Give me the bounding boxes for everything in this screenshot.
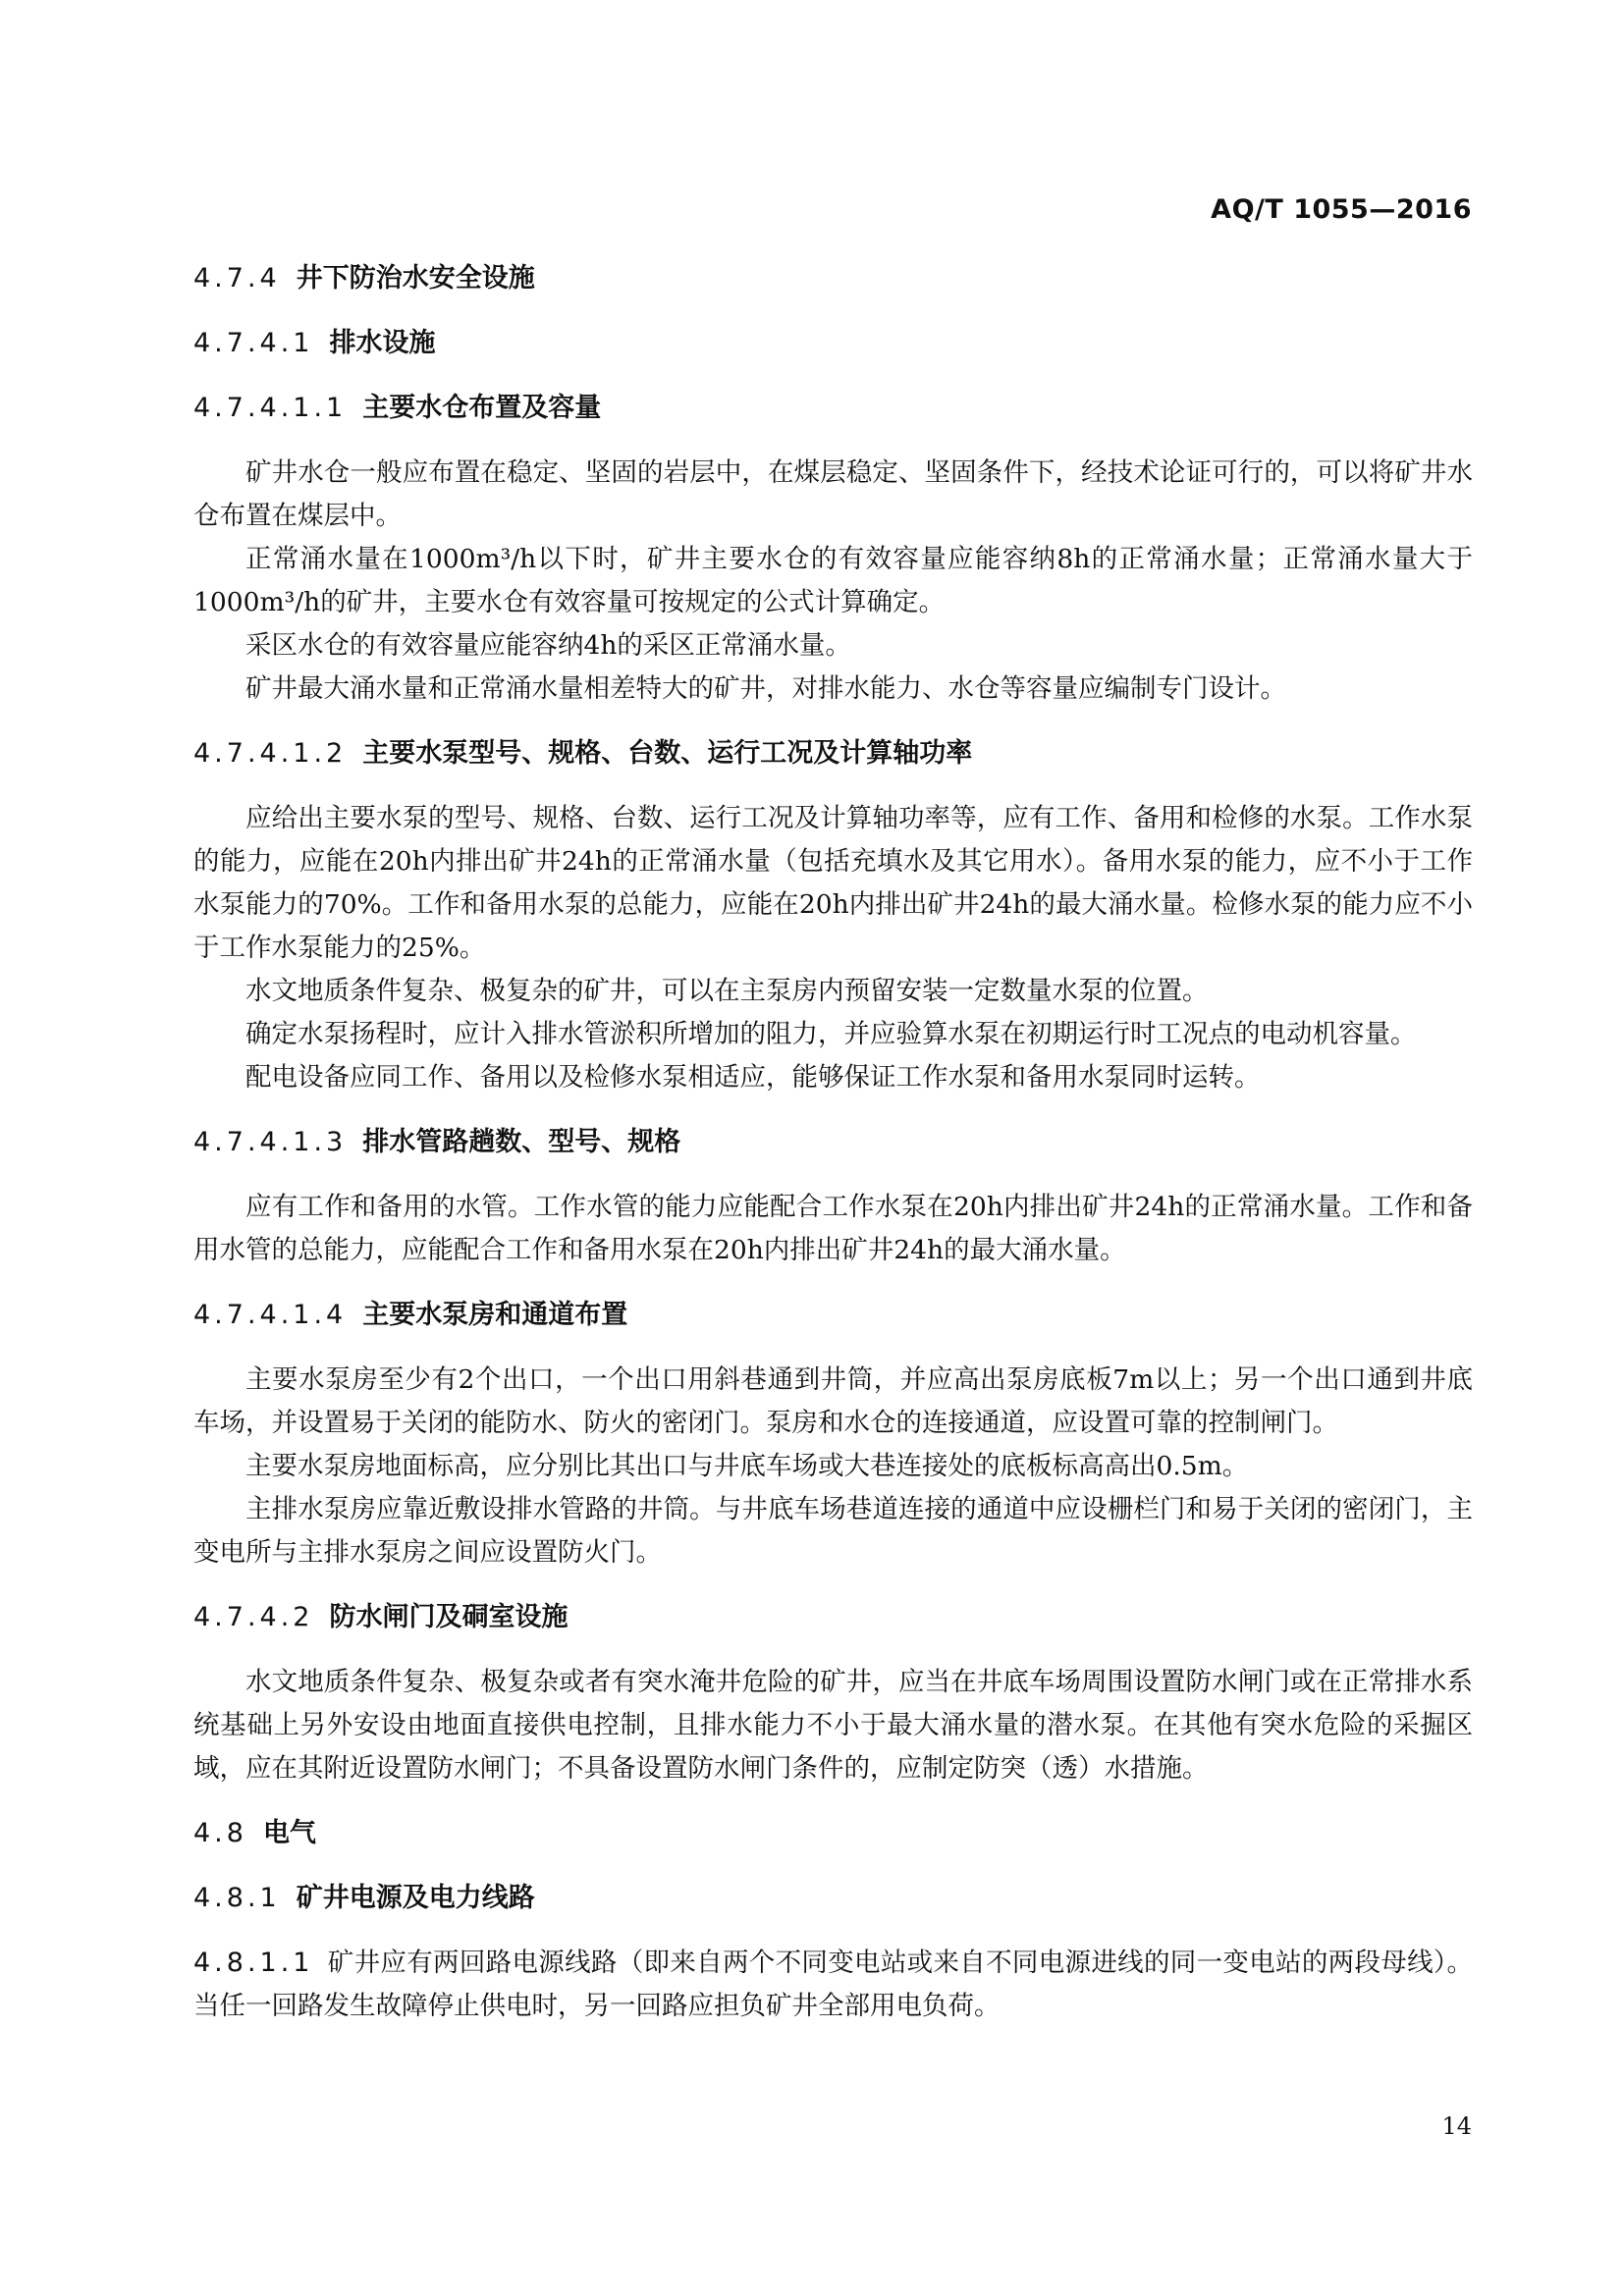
paragraph: 水文地质条件复杂、极复杂或者有突水淹井危险的矿井，应当在井底车场周围设置防水闸门或在正常排水系统基础上另外安设由地面直接供电控制，且排水能力不小于最大涌水量的潜水泵。在其他有突水危险的采掘区域，应在其附近设置防水闸门；不具备设置防水闸门条件的，应制定防突（透）水措施。	[193, 1667, 1473, 1784]
section-heading	[193, 1294, 1473, 1337]
section-number: 4.7.4	[193, 263, 281, 294]
section-heading	[193, 732, 1473, 775]
paragraph: 矿井最大涌水量和正常涌水量相差特大的矿井，对排水能力、水仓等容量应编制专门设计。	[245, 673, 1286, 704]
paragraph: 正常涌水量在1000m³/h以下时，矿井主要水仓的有效容量应能容纳8h的正常涌水量；正常涌水量大于1000m³/h的矿井，主要水仓有效容量可按规定的公式计算确定。	[193, 544, 1473, 617]
paragraph: 水文地质条件复杂、极复杂的矿井，可以在主泵房内预留安装一定数量水泵的位置。	[245, 976, 1209, 1006]
section-number: 4.7.4.1.3	[193, 1127, 348, 1157]
section-heading	[193, 1877, 1473, 1920]
clause-text: 矿井应有两回路电源线路（即来自两个不同变电站或来自不同电源进线的同一变电站的两段母线）。当任一回路发生故障停止供电时，另一回路应担负矿井全部用电负荷。	[193, 1948, 1473, 2021]
section-number: 4.7.4.1.1	[193, 393, 348, 423]
section-title: 主要水泵房和通道布置	[362, 1300, 628, 1330]
section-number: 4.7.4.2	[193, 1602, 314, 1632]
section-number: 4.7.4.1.4	[193, 1300, 348, 1330]
section-title: 主要水泵型号、规格、台数、运行工况及计算轴功率	[362, 738, 973, 769]
section-number: 4.7.4.1	[193, 328, 314, 358]
section-heading	[193, 257, 1473, 300]
section-number: 4.7.4.1.2	[193, 738, 348, 769]
section-title: 矿井电源及电力线路	[296, 1883, 535, 1913]
section-title: 井下防治水安全设施	[296, 263, 535, 294]
page-number: 14	[1441, 2112, 1472, 2140]
section-heading	[193, 1121, 1473, 1164]
clause-paragraph	[193, 1942, 1473, 2028]
paragraph: 主要水泵房至少有2个出口，一个出口用斜巷通到井筒，并应高出泵房底板7m以上；另一个出口通到井底车场，并设置易于关闭的能防水、防火的密闭门。泵房和水仓的连接通道，应设置可靠的控制闸门。	[193, 1364, 1473, 1438]
section-heading	[193, 387, 1473, 430]
section-title: 排水管路趟数、型号、规格	[362, 1127, 681, 1157]
clause-number: 4.8.1.1	[193, 1948, 314, 1978]
paragraph: 应有工作和备用的水管。工作水管的能力应能配合工作水泵在20h内排出矿井24h的正常涌水量。工作和备用水管的总能力，应能配合工作和备用水泵在20h内排出矿井24h的最大涌水量。	[193, 1192, 1473, 1265]
paragraph: 应给出主要水泵的型号、规格、台数、运行工况及计算轴功率等，应有工作、备用和检修的水泵。工作水泵的能力，应能在20h内排出矿井24h的正常涌水量（包括充填水及其它用水）。备用水泵的能力，应不小于工作水泵能力的70%。工作和备用水泵的总能力，应能在20h内排出矿井24h的最大涌水量。检修水泵的能力应不小于工作水泵能力的25%。	[193, 803, 1473, 963]
section-title: 主要水仓布置及容量	[362, 393, 602, 423]
paragraph: 确定水泵扬程时，应计入排水管淤积所增加的阻力，并应验算水泵在初期运行时工况点的电动机容量。	[245, 1019, 1417, 1049]
section-number: 4.8.1	[193, 1883, 281, 1913]
paragraph: 采区水仓的有效容量应能容纳4h的采区正常涌水量。	[245, 630, 851, 661]
paragraph: 矿井水仓一般应布置在稳定、坚固的岩层中，在煤层稳定、坚固条件下，经技术论证可行的，可以将矿井水仓布置在煤层中。	[193, 457, 1473, 531]
section-heading	[193, 322, 1473, 365]
paragraph: 主排水泵房应靠近敷设排水管路的井筒。与井底车场巷道连接的通道中应设栅栏门和易于关闭的密闭门，主变电所与主排水泵房之间应设置防火门。	[193, 1494, 1473, 1568]
section-heading	[193, 1596, 1473, 1639]
paragraph: 主要水泵房地面标高，应分别比其出口与井底车场或大巷连接处的底板标高高出0.5m。	[245, 1451, 1249, 1481]
paragraph: 配电设备应同工作、备用以及检修水泵相适应，能够保证工作水泵和备用水泵同时运转。	[245, 1062, 1261, 1093]
section-heading	[193, 1812, 1473, 1855]
section-title: 电气	[262, 1818, 316, 1848]
section-title: 防水闸门及硐室设施	[329, 1602, 568, 1632]
standard-code: AQ/T 1055—2016	[1211, 194, 1472, 225]
document-body	[193, 257, 1473, 2028]
section-number: 4.8	[193, 1818, 247, 1848]
section-title: 排水设施	[329, 328, 436, 358]
